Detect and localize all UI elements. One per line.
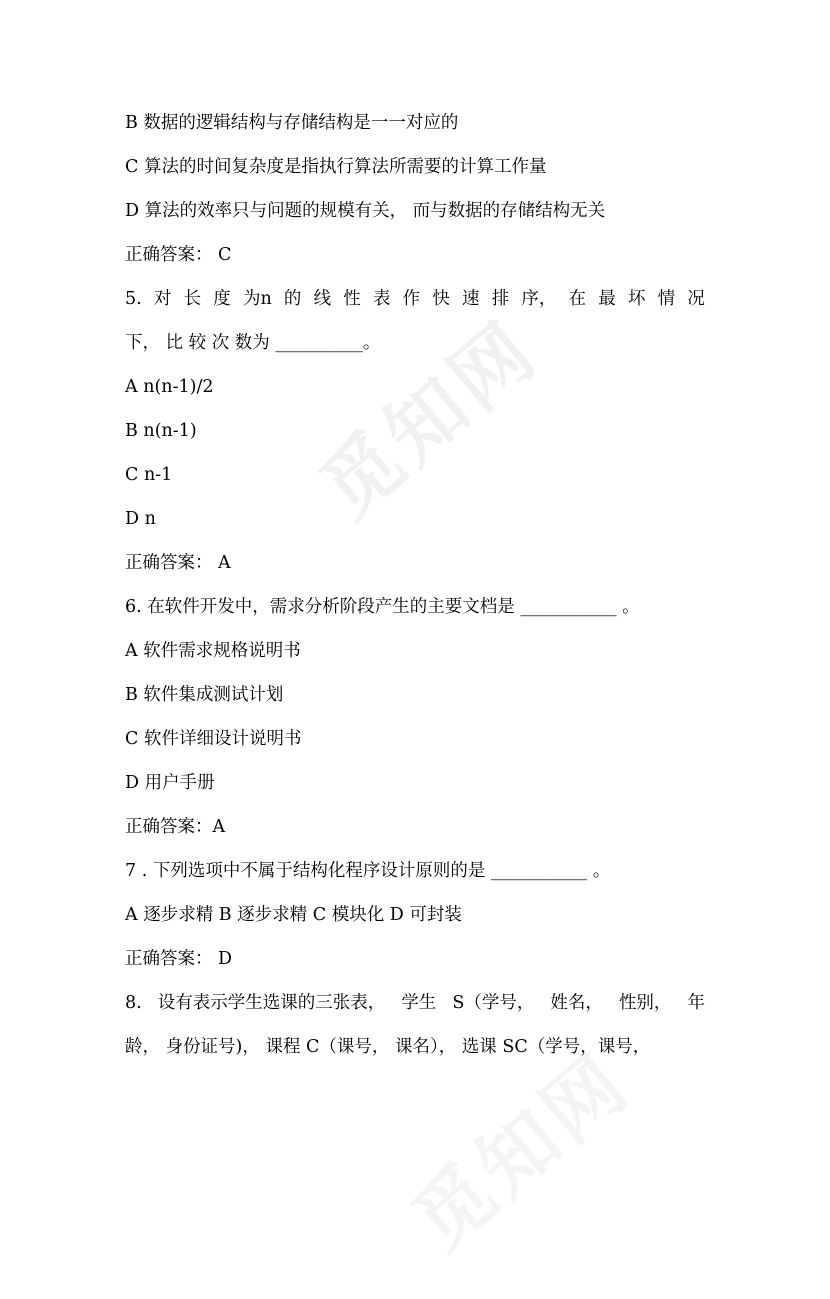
answer-q6: 正确答案：A xyxy=(125,817,226,837)
answer-q7: 正确答案： D xyxy=(125,949,233,969)
token: 性 xyxy=(343,289,361,309)
token: 年 xyxy=(687,993,705,1013)
token: 坏 xyxy=(627,289,646,309)
token: 度 xyxy=(213,289,231,309)
option-d-q6: D 用户手册 xyxy=(125,773,215,793)
option-b-q6: B 软件集成测试计划 xyxy=(125,685,284,705)
token: 为n xyxy=(242,289,272,309)
option-d-q4: D 算法的效率只与问题的规模有关， 而与数据的存储结构无关 xyxy=(125,201,606,221)
token: 性别， xyxy=(618,993,672,1013)
option-d-q5: D n xyxy=(125,509,156,529)
option-c-q5: C n-1 xyxy=(125,465,173,485)
token: 况 xyxy=(687,289,705,309)
token: 的 xyxy=(283,289,302,309)
token: 表 xyxy=(372,289,391,309)
token: 学生 xyxy=(401,993,437,1013)
option-b-q5: B n(n-1) xyxy=(125,421,197,441)
token: 8. xyxy=(125,993,142,1013)
token: 最 xyxy=(598,289,616,309)
option-b-q4: B 数据的逻辑结构与存储结构是一一对应的 xyxy=(125,113,459,133)
option-a-q6: A 软件需求规格说明书 xyxy=(125,641,301,661)
token: 线 xyxy=(313,289,332,309)
option-c-q4: C 算法的时间复杂度是指执行算法所需要的计算工作量 xyxy=(125,157,547,177)
token: S（学号， xyxy=(452,993,535,1013)
token: 5. xyxy=(125,289,142,309)
options-q7: A 逐步求精 B 逐步求精 C 模块化 D 可封装 xyxy=(125,905,462,925)
question-6: 6. 在软件开发中，需求分析阶段产生的主要文档是 ___________ 。 xyxy=(125,597,640,617)
question-8-line-1 xyxy=(125,991,705,1015)
token: 速 xyxy=(462,289,480,309)
token: 快 xyxy=(432,289,450,309)
question-5-line-2: 下， 比 较 次 数为 __________。 xyxy=(125,333,381,353)
token: 姓名， xyxy=(550,993,603,1013)
answer-q5: 正确答案： A xyxy=(125,553,231,573)
token: 在 xyxy=(568,289,587,309)
token: 对 xyxy=(153,289,172,309)
question-7: 7 . 下列选项中不属于结构化程序设计原则的是 ___________ 。 xyxy=(125,861,611,881)
answer-q4: 正确答案： C xyxy=(125,245,232,265)
option-c-q6: C 软件详细设计说明书 xyxy=(125,729,302,749)
option-a-q5: A n(n-1)/2 xyxy=(125,377,214,397)
question-5-line-1 xyxy=(125,287,705,311)
token: 作 xyxy=(402,289,421,309)
token: 序， xyxy=(521,289,557,309)
watermark: 觅知网 xyxy=(304,304,556,536)
token: 情 xyxy=(657,289,676,309)
token: 设有表示学生选课的三张表， xyxy=(157,993,386,1013)
token: 排 xyxy=(491,289,510,309)
question-8-line-2: 龄， 身份证号)， 课程 C（课号， 课名）， 选课 SC（学号，课号， xyxy=(125,1037,651,1057)
token: 长 xyxy=(183,289,202,309)
